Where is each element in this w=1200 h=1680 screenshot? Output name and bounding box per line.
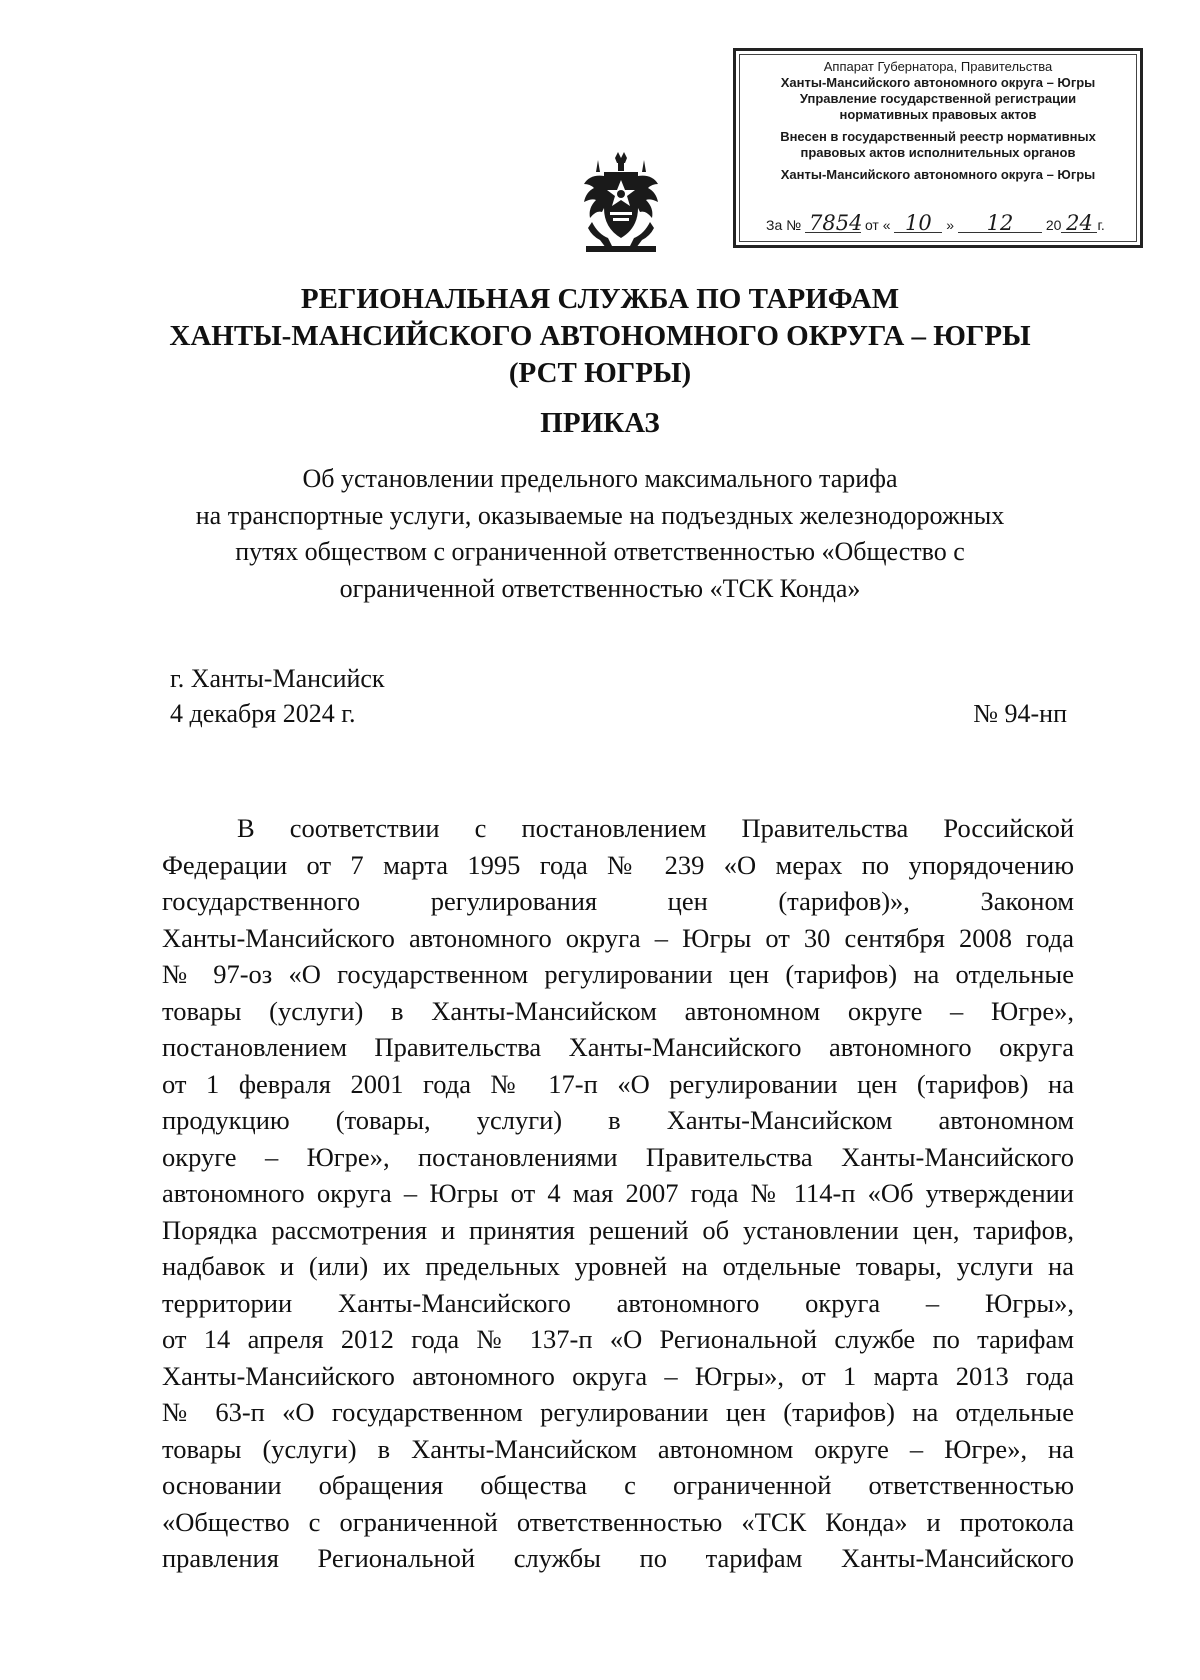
body-line: постановлением Правительства Ханты-Мансийского автономного округа: [162, 1032, 1074, 1062]
org-line: ХАНТЫ-МАНСИЙСКОГО АВТОНОМНОГО ОКРУГА – ЮГРЫ: [169, 320, 1031, 352]
document-type: ПРИКАЗ: [540, 407, 660, 439]
subject-line: на транспортные услуги, оказываемые на подъездных железнодорожных: [195, 500, 1005, 530]
body-line: Ханты-Мансийского автономного округа – Югры от 30 сентября 2008 года: [162, 922, 1074, 953]
body-line: территории Ханты-Мансийского автономного округа – Югры»,: [162, 1287, 1074, 1318]
subject-line: Об установлении предельного максимального тарифа: [302, 464, 898, 493]
body-line: государственного регулирования цен (тарифов)», Законом: [162, 886, 1074, 916]
handwritten-reg-day: 10: [894, 214, 942, 233]
handwritten-reg-year: 24: [1061, 214, 1097, 233]
stamp-line: Ханты-Мансийского автономного округа – Югры: [780, 75, 1096, 90]
body-line: «Общество с ограниченной ответственностью «ТСК Конда» и протокола: [162, 1506, 1074, 1537]
stamp-text: [746, 59, 1130, 183]
body-line: округе – Югре», постановлениями Правительства Ханты-Мансийского: [162, 1141, 1074, 1172]
body-paragraph: [162, 810, 1074, 1577]
body-line: Ханты-Мансийского автономного округа – Югры», от 1 марта 2013 года: [162, 1360, 1074, 1391]
body-line: товары (услуги) в Ханты-Мансийском автономном округе – Югре», на: [162, 1433, 1074, 1464]
stamp-line: правовых актов исполнительных органов: [800, 145, 1076, 160]
stamp-reg-suffix: г.: [1097, 217, 1105, 233]
organization-title: [0, 281, 1200, 392]
stamp-region-line: Ханты-Мансийского автономного округа – Югры: [780, 167, 1096, 182]
registration-stamp: [733, 48, 1143, 248]
issue-city: г. Ханты-Мансийск: [170, 664, 385, 693]
body-line: продукцию (товары, услуги) в Ханты-Мансийском автономном: [162, 1105, 1074, 1135]
body-line: надбавок и (или) их предельных уровней на отдельные товары, услуги на: [162, 1251, 1074, 1281]
body-line: Федерации от 7 марта 1995 года № 239 «О мерах по упорядочению: [162, 849, 1074, 880]
subject-line: ограниченной ответственностью «ТСК Конда»: [339, 573, 861, 603]
stamp-line: Внесен в государственный реестр нормативных: [780, 129, 1096, 144]
coat-of-arms-emblem: [578, 150, 664, 256]
body-line: от 1 февраля 2001 года № 17-п «О регулировании цен (тарифов) на: [162, 1068, 1074, 1099]
stamp-line: нормативных правовых актов: [839, 107, 1037, 122]
order-subject: [0, 461, 1200, 607]
body-line: товары (услуги) в Ханты-Мансийском автономном округе – Югре»,: [162, 995, 1074, 1026]
stamp-line: Аппарат Губернатора, Правительства: [823, 59, 1053, 74]
stamp-reg-year-prefix: 20: [1045, 217, 1062, 233]
body-line: от 14 апреля 2012 года № 137-п «О Региональной службе по тарифам: [162, 1324, 1074, 1354]
stamp-registration-number: [766, 211, 1130, 235]
body-line: Порядка рассмотрения и принятия решений об установлении цен, тарифов,: [162, 1214, 1074, 1245]
subject-line: путях обществом с ограниченной ответственностью «Общество с: [235, 537, 965, 566]
body-line: правления Региональной службы по тарифам Ханты-Мансийского: [162, 1543, 1074, 1573]
body-line: № 97-оз «О государственном регулировании цен (тарифов) на отдельные: [162, 959, 1074, 989]
issue-date: 4 декабря 2024 г.: [170, 699, 356, 728]
org-line: РЕГИОНАЛЬНАЯ СЛУЖБА ПО ТАРИФАМ: [300, 283, 900, 315]
stamp-line: Управление государственной регистрации: [799, 91, 1077, 106]
handwritten-reg-number: 7854: [805, 214, 861, 233]
stamp-reg-from: от «: [864, 217, 891, 233]
stamp-reg-day-close: »: [946, 217, 955, 233]
org-line: (РСТ ЮГРЫ): [508, 357, 692, 389]
handwritten-reg-month: 12: [958, 214, 1042, 233]
body-line: № 63-п «О государственном регулировании цен (тарифов) на отдельные: [162, 1397, 1074, 1427]
order-number: № 94-нп: [973, 699, 1067, 728]
body-line: автономного округа – Югры от 4 мая 2007 года № 114-п «Об утверждении: [162, 1178, 1074, 1208]
body-line: основании обращения общества с ограниченной ответственностью: [162, 1470, 1074, 1500]
body-line: В соответствии с постановлением Правительства Российской: [237, 813, 1074, 843]
stamp-reg-prefix: За №: [766, 217, 802, 233]
